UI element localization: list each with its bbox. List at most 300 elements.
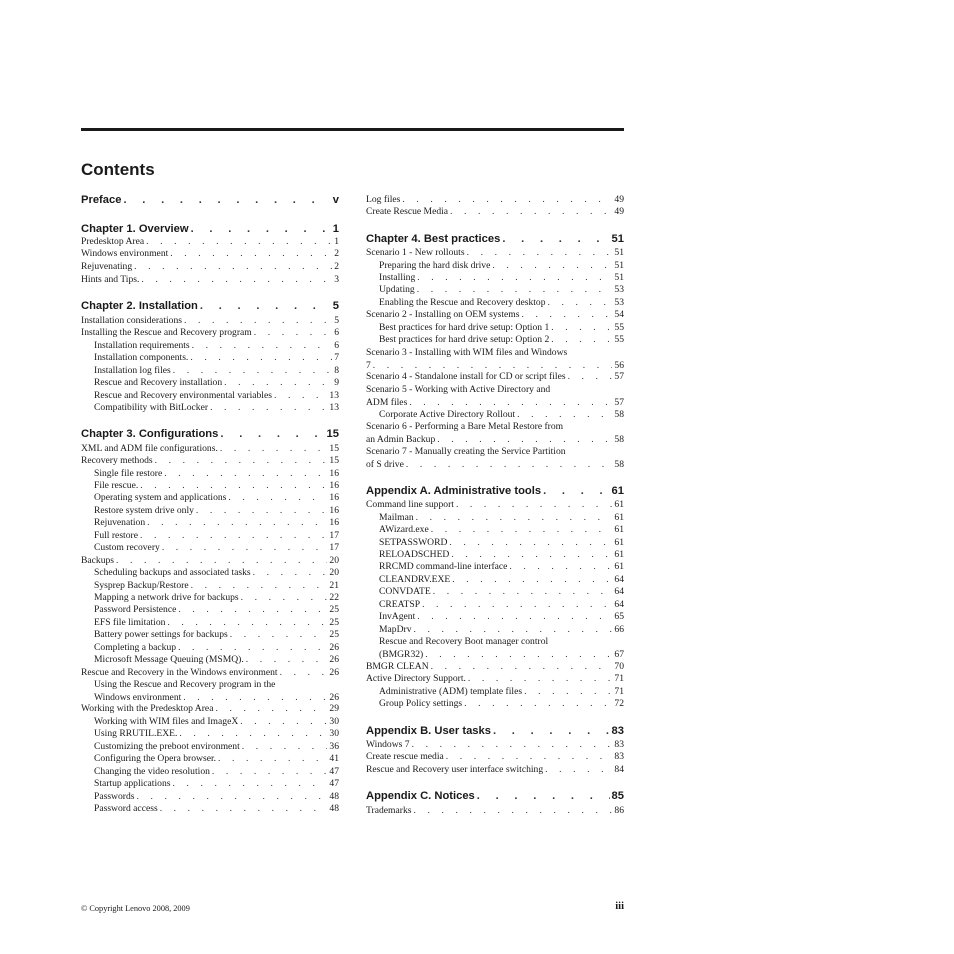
toc-chapter-heading[interactable] <box>81 194 339 207</box>
toc-entry[interactable] <box>81 517 339 530</box>
leader-dots <box>545 764 612 777</box>
toc-entry-title: Rescue and Recovery in the Windows environment <box>81 667 278 678</box>
toc-entry[interactable] <box>81 530 339 543</box>
toc-entry[interactable] <box>81 567 339 580</box>
toc-entry-title: Full restore <box>94 530 138 541</box>
toc-entry[interactable] <box>81 236 339 249</box>
leader-dots <box>191 580 328 593</box>
leader-dots <box>254 327 332 340</box>
leader-dots <box>192 340 333 353</box>
toc-entry[interactable] <box>81 778 339 791</box>
toc-entry-title: Log files <box>366 194 401 205</box>
toc-entry-title: SETPASSWORD <box>379 537 448 548</box>
toc-page-number: 36 <box>329 741 339 752</box>
toc-entry[interactable] <box>81 703 339 716</box>
toc-page-number: 71 <box>614 686 624 697</box>
leader-dots <box>456 499 612 512</box>
toc-entry-title: InvAgent <box>379 611 416 622</box>
toc-page-number: 3 <box>334 274 339 285</box>
leader-dots <box>215 703 327 716</box>
leader-dots <box>446 751 613 764</box>
toc-entry-title: Custom recovery <box>94 542 160 553</box>
leader-dots <box>162 542 328 555</box>
toc-chapter-title: Appendix B. User tasks <box>366 725 491 737</box>
leader-dots <box>433 586 613 599</box>
toc-page-number: 53 <box>614 284 624 295</box>
toc-page-number: 51 <box>611 233 624 245</box>
toc-entry-title: Rescue and Recovery environmental variables <box>94 390 272 401</box>
leader-dots <box>452 574 612 587</box>
toc-entry[interactable] <box>366 686 624 699</box>
leader-dots <box>241 592 328 605</box>
toc-entry-title: Installing <box>379 272 416 283</box>
toc-entry-title: Using the Rescue and Recovery program in the <box>94 679 276 690</box>
leader-dots <box>422 599 612 612</box>
leader-dots <box>413 805 612 818</box>
leader-dots <box>164 468 327 481</box>
toc-entry[interactable] <box>81 617 339 630</box>
toc-entry[interactable] <box>81 443 339 456</box>
toc-page-number: 16 <box>329 505 339 516</box>
toc-entry-title: BMGR CLEAN <box>366 661 429 672</box>
toc-entry-title: Installation requirements <box>94 340 190 351</box>
toc-chapter-title: Chapter 1. Overview <box>81 223 189 235</box>
toc-entry[interactable] <box>81 327 339 340</box>
toc-entry-title: Compatibility with BitLocker <box>94 402 209 413</box>
toc-entry[interactable] <box>366 764 624 777</box>
toc-entry[interactable] <box>366 409 624 422</box>
toc-entry-title-continued: an Admin Backup <box>366 433 436 445</box>
toc-page-number: 6 <box>334 340 339 351</box>
toc-page-number: 1 <box>332 223 339 235</box>
toc-entry-title: Scheduling backups and associated tasks <box>94 567 251 578</box>
leader-dots <box>141 274 332 287</box>
toc-entry-title: Microsoft Message Queuing (MSMQ). <box>94 654 244 665</box>
leader-dots <box>146 236 332 249</box>
toc-page-number: 85 <box>611 790 624 802</box>
leader-dots <box>402 194 612 207</box>
toc-entry[interactable] <box>81 766 339 779</box>
leader-dots <box>417 611 612 624</box>
toc-page-number: 70 <box>614 661 624 672</box>
toc-page-number: 25 <box>329 629 339 640</box>
toc-entry[interactable] <box>81 716 339 729</box>
toc-page-number: 41 <box>329 753 339 764</box>
leader-dots <box>220 428 324 441</box>
toc-entry[interactable] <box>81 604 339 617</box>
toc-entry-title: Customizing the preboot environment <box>94 741 240 752</box>
toc-entry[interactable] <box>366 549 624 562</box>
leader-dots <box>524 686 612 699</box>
toc-entry-title: Mailman <box>379 512 414 523</box>
toc-page-number: 49 <box>614 206 624 217</box>
toc-page-number: 48 <box>329 791 339 802</box>
toc-entry[interactable] <box>81 542 339 555</box>
copyright-notice: © Copyright Lenovo 2008, 2009 <box>81 904 190 913</box>
toc-page-number: 61 <box>614 524 624 535</box>
leader-dots <box>502 233 609 246</box>
page-number: iii <box>615 901 624 912</box>
toc-page-number: 53 <box>614 297 624 308</box>
leader-dots <box>230 629 328 642</box>
toc-page-number: 54 <box>614 309 624 320</box>
leader-dots <box>464 698 612 711</box>
toc-entry[interactable] <box>366 309 624 322</box>
leader-dots <box>417 272 612 285</box>
leader-dots <box>173 365 332 378</box>
leader-dots <box>477 790 610 803</box>
toc-page-number: 86 <box>614 805 624 816</box>
leader-dots <box>167 617 327 630</box>
toc-page-number: 16 <box>329 492 339 503</box>
leader-dots <box>274 390 327 403</box>
toc-chapter-title: Appendix C. Notices <box>366 790 475 802</box>
toc-entry[interactable] <box>366 206 624 219</box>
toc-page-number: 2 <box>334 248 339 259</box>
toc-entry-title-continued: 7 <box>366 359 371 371</box>
toc-page-number: 17 <box>329 542 339 553</box>
toc-entry-title-continued: (BMGR32) <box>379 648 424 660</box>
toc-entry[interactable] <box>366 446 624 471</box>
toc-entry-title: Using RRUTIL.EXE. <box>94 728 178 739</box>
toc-entry-title: Working with the Predesktop Area <box>81 703 214 714</box>
leader-dots <box>140 530 327 543</box>
leader-dots <box>123 194 330 207</box>
toc-entry[interactable] <box>81 468 339 481</box>
toc-entry-title: Scenario 6 - Performing a Bare Metal Restore from <box>366 421 564 432</box>
leader-dots <box>417 284 613 297</box>
toc-entry[interactable] <box>81 753 339 766</box>
toc-entry-title: RRCMD command-line interface <box>379 561 508 572</box>
toc-page-number: 15 <box>329 455 339 466</box>
toc-page-number: 83 <box>614 751 624 762</box>
toc-entry[interactable] <box>81 505 339 518</box>
toc-page-number: 83 <box>614 739 624 750</box>
toc-entry[interactable] <box>366 347 624 372</box>
toc-entry-title: EFS file limitation <box>94 617 166 628</box>
toc-entry-title: RELOADSCHED <box>379 549 450 560</box>
toc-entry[interactable] <box>81 728 339 741</box>
toc-entry[interactable] <box>81 315 339 328</box>
toc-entry-title: XML and ADM file configurations. <box>81 443 218 454</box>
leader-dots <box>431 661 613 674</box>
toc-entry-title: Installation components. <box>94 352 189 363</box>
toc-page-number: 48 <box>329 803 339 814</box>
toc-chapter-title: Chapter 3. Configurations <box>81 428 219 440</box>
toc-entry[interactable] <box>81 390 339 403</box>
toc-entry[interactable] <box>81 480 339 493</box>
toc-entry-title: Changing the video resolution <box>94 766 210 777</box>
toc-entry[interactable] <box>81 352 339 365</box>
toc-page-number: 67 <box>614 648 624 660</box>
toc-page-number: 16 <box>329 480 339 491</box>
toc-entry[interactable] <box>81 402 339 415</box>
page-title: Contents <box>81 160 155 179</box>
leader-dots <box>467 247 613 260</box>
toc-page-number: 26 <box>329 654 339 665</box>
toc-entry-title: Corporate Active Directory Rollout <box>379 409 516 420</box>
leader-dots <box>437 434 612 447</box>
leader-dots <box>116 555 327 568</box>
toc-entry-title: Create rescue media <box>366 751 444 762</box>
leader-dots <box>240 716 327 729</box>
toc-entry[interactable] <box>366 524 624 537</box>
toc-page-number: 13 <box>329 402 339 413</box>
leader-dots <box>416 512 613 525</box>
toc-entry[interactable] <box>366 284 624 297</box>
leader-dots <box>191 223 331 236</box>
toc-entry[interactable] <box>366 586 624 599</box>
toc-page-number: 51 <box>614 247 624 258</box>
toc-page-number: 57 <box>614 396 624 408</box>
toc-entry-title: Restore system drive only <box>94 505 194 516</box>
toc-entry[interactable] <box>81 261 339 274</box>
toc-entry-title: Password access <box>94 803 158 814</box>
toc-entry[interactable] <box>366 561 624 574</box>
toc-entry[interactable] <box>366 661 624 674</box>
toc-entry-title: Enabling the Rescue and Recovery desktop <box>379 297 546 308</box>
toc-page-number: 58 <box>614 433 624 445</box>
leader-dots <box>155 455 328 468</box>
toc-entry[interactable] <box>366 624 624 637</box>
toc-entry-title: Battery power settings for backups <box>94 629 228 640</box>
toc-entry[interactable] <box>366 805 624 818</box>
toc-page-number: 47 <box>329 778 339 789</box>
toc-entry-title: Scenario 1 - New rollouts <box>366 247 465 258</box>
toc-entry-title: Operating system and applications <box>94 492 227 503</box>
toc-entry[interactable] <box>81 741 339 754</box>
toc-entry-title: Windows environment <box>81 248 169 259</box>
toc-entry-title: File rescue. <box>94 480 139 491</box>
toc-entry-title: Updating <box>379 284 415 295</box>
toc-entry[interactable] <box>81 455 339 468</box>
toc-entry[interactable] <box>366 611 624 624</box>
toc-entry[interactable] <box>81 803 339 816</box>
leader-dots <box>140 480 327 493</box>
leader-dots <box>425 649 612 662</box>
toc-entry[interactable] <box>81 592 339 605</box>
toc-page-number: 13 <box>329 390 339 401</box>
toc-entry[interactable] <box>366 499 624 512</box>
toc-entry[interactable] <box>81 629 339 642</box>
toc-entry[interactable] <box>81 555 339 568</box>
leader-dots <box>543 485 609 498</box>
toc-entry[interactable] <box>366 512 624 525</box>
toc-entry[interactable] <box>366 673 624 686</box>
toc-entry-title: CREATSP <box>379 599 421 610</box>
leader-dots <box>551 322 612 335</box>
leader-dots <box>190 352 332 365</box>
toc-entry-title: Scenario 5 - Working with Active Directory and <box>366 384 551 395</box>
toc-entry-title: Predesktop Area <box>81 236 145 247</box>
toc-page-number: 49 <box>614 194 624 205</box>
toc-page-number: 16 <box>329 468 339 479</box>
toc-entry[interactable] <box>366 636 624 661</box>
toc-entry-title: Sysprep Backup/Restore <box>94 580 189 591</box>
toc-entry-title: Group Policy settings <box>379 698 463 709</box>
toc-chapter-heading[interactable] <box>81 223 339 236</box>
toc-entry-title: Working with WIM files and ImageX <box>94 716 239 727</box>
toc-entry-title: Scenario 4 - Standalone install for CD or script files <box>366 371 566 382</box>
toc-entry-title: AWizard.exe <box>379 524 429 535</box>
toc-chapter-heading[interactable] <box>81 300 339 313</box>
toc-page-number: 83 <box>611 725 624 737</box>
toc-page-number: 30 <box>329 728 339 739</box>
leader-dots <box>218 753 327 766</box>
toc-page-number: 25 <box>329 617 339 628</box>
toc-entry-title: Startup applications <box>94 778 171 789</box>
leader-dots <box>246 654 328 667</box>
leader-dots <box>521 309 612 322</box>
toc-entry-title: Installing the Rescue and Recovery program <box>81 327 252 338</box>
toc-entry-title: CLEANDRV.EXE <box>379 574 451 585</box>
toc-entry-title: Scenario 7 - Manually creating the Service Partition <box>366 446 566 457</box>
toc-chapter-heading[interactable] <box>366 790 624 803</box>
toc-entry[interactable] <box>366 247 624 260</box>
leader-dots <box>228 492 327 505</box>
toc-entry[interactable] <box>366 297 624 310</box>
toc-entry[interactable] <box>81 492 339 505</box>
leader-dots <box>224 377 332 390</box>
toc-entry-title: Mapping a network drive for backups <box>94 592 239 603</box>
toc-chapter-heading[interactable] <box>81 428 339 441</box>
toc-entry[interactable] <box>81 340 339 353</box>
toc-entry[interactable] <box>81 365 339 378</box>
toc-page-number: 21 <box>329 580 339 591</box>
toc-entry[interactable] <box>366 260 624 273</box>
toc-page-number: 25 <box>329 604 339 615</box>
toc-entry[interactable] <box>366 194 624 207</box>
toc-page-number: 55 <box>614 334 624 345</box>
leader-dots <box>451 549 612 562</box>
toc-entry[interactable] <box>81 248 339 261</box>
leader-dots <box>172 778 327 791</box>
toc-entry[interactable] <box>366 751 624 764</box>
toc-chapter-heading[interactable] <box>366 233 624 246</box>
leader-dots <box>147 517 327 530</box>
toc-page-number: 8 <box>334 365 339 376</box>
toc-page-number: 2 <box>334 261 339 272</box>
toc-entry-title: Rejuvenation <box>94 517 146 528</box>
toc-entry-title: Password Persistence <box>94 604 177 615</box>
toc-entry-title: Windows 7 <box>366 739 410 750</box>
toc-entry[interactable] <box>366 421 624 446</box>
toc-entry-title: Command line support <box>366 499 454 510</box>
toc-entry-title: Single file restore <box>94 468 163 479</box>
toc-page-number: 15 <box>326 428 339 440</box>
toc-page-number: 58 <box>614 458 624 470</box>
toc-page-number: 61 <box>614 549 624 560</box>
toc-page-number: 61 <box>614 537 624 548</box>
toc-page-number: 47 <box>329 766 339 777</box>
toc-page-number: 26 <box>329 691 339 703</box>
leader-dots <box>414 624 613 637</box>
toc-page-number: 61 <box>614 499 624 510</box>
toc-entry-title: MapDrv <box>379 624 412 635</box>
toc-page-number: 29 <box>329 703 339 714</box>
toc-entry[interactable] <box>81 667 339 680</box>
toc-page-number: 64 <box>614 599 624 610</box>
leader-dots <box>449 537 612 550</box>
leader-dots <box>178 604 327 617</box>
leader-dots <box>178 642 327 655</box>
toc-entry[interactable] <box>366 322 624 335</box>
toc-entry-title: Passwords <box>94 791 135 802</box>
toc-entry[interactable] <box>366 371 624 384</box>
toc-entry-title: Completing a backup <box>94 642 177 653</box>
toc-entry-title-continued: ADM files <box>366 396 408 408</box>
toc-page-number: 61 <box>614 561 624 572</box>
toc-entry[interactable] <box>366 698 624 711</box>
toc-entry-title: Trademarks <box>366 805 412 816</box>
toc-page-number: 15 <box>329 443 339 454</box>
toc-page-number: 64 <box>614 586 624 597</box>
toc-page-number: 57 <box>614 371 624 382</box>
leader-dots <box>509 561 612 574</box>
toc-entry-title: Create Rescue Media <box>366 206 449 217</box>
toc-entry-title: Administrative (ADM) template files <box>379 686 523 697</box>
toc-entry[interactable] <box>81 791 339 804</box>
toc-entry[interactable] <box>81 580 339 593</box>
toc-page-number: 66 <box>614 624 624 635</box>
leader-dots <box>210 402 327 415</box>
toc-entry[interactable] <box>366 574 624 587</box>
toc-chapter-heading[interactable] <box>366 725 624 738</box>
toc-page-number: 5 <box>334 315 339 326</box>
toc-entry-title: Configuring the Opera browser. <box>94 753 217 764</box>
toc-entry-title-continued: of S drive <box>366 458 404 470</box>
toc-entry-title: Best practices for hard drive setup: Option 2 <box>379 334 550 345</box>
toc-page-number: 58 <box>614 409 624 420</box>
toc-entry[interactable] <box>366 384 624 409</box>
toc-page-number: 61 <box>614 512 624 523</box>
toc-page-number: 84 <box>614 764 624 775</box>
leader-dots <box>568 371 613 384</box>
toc-page-number: 7 <box>334 352 339 363</box>
leader-dots <box>212 766 327 779</box>
leader-dots <box>517 409 612 422</box>
toc-chapter-heading[interactable] <box>366 485 624 498</box>
leader-dots <box>179 728 327 741</box>
leader-dots <box>468 673 612 686</box>
toc-page-number: 61 <box>611 485 624 497</box>
toc-page-number: 64 <box>614 574 624 585</box>
header-rule <box>81 128 624 131</box>
toc-entry[interactable] <box>81 654 339 667</box>
toc-page-number: 20 <box>329 567 339 578</box>
toc-page-number: 71 <box>614 673 624 684</box>
toc-entry[interactable] <box>81 679 339 704</box>
toc-entry[interactable] <box>366 599 624 612</box>
toc-entry[interactable] <box>366 272 624 285</box>
toc-page-number: 6 <box>334 327 339 338</box>
toc-page-number: 16 <box>329 517 339 528</box>
toc-entry[interactable] <box>366 739 624 752</box>
leader-dots <box>450 206 612 219</box>
toc-entry[interactable] <box>366 537 624 550</box>
toc-page-number: v <box>332 194 339 206</box>
leader-dots <box>253 567 328 580</box>
toc-entry[interactable] <box>81 377 339 390</box>
leader-dots <box>406 459 613 472</box>
leader-dots <box>493 725 610 738</box>
toc-entry[interactable] <box>81 274 339 287</box>
toc-entry-title-continued: Windows environment <box>94 691 182 703</box>
toc-entry[interactable] <box>81 642 339 655</box>
toc-page-number: 20 <box>329 555 339 566</box>
toc-entry-title: CONVDATE <box>379 586 431 597</box>
toc-entry[interactable] <box>366 334 624 347</box>
